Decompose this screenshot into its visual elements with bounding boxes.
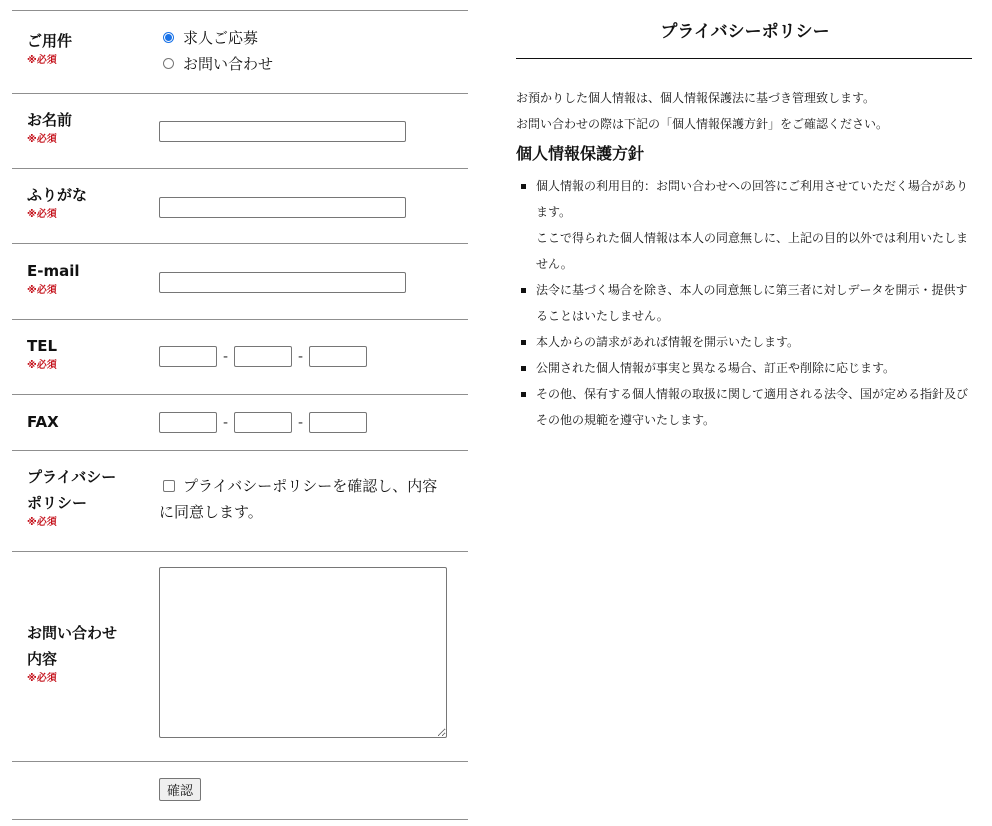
email-input[interactable]: [159, 272, 406, 293]
message-label-line1: お問い合わせ: [27, 624, 118, 642]
radio-option-label: お問い合わせ: [183, 54, 274, 73]
tel-input-3[interactable]: [309, 346, 367, 367]
policy-heading: 個人情報保護方針: [516, 144, 645, 163]
required-mark: ※必須: [27, 55, 57, 66]
name-label: お名前: [27, 111, 73, 129]
furigana-label-block: [27, 182, 87, 222]
bullet-icon: [521, 340, 526, 345]
email-label-block: [27, 258, 80, 298]
privacy-label-block: [27, 464, 116, 530]
furigana-label: ふりがな: [27, 186, 88, 204]
email-field-wrap: [159, 271, 406, 293]
policy-item-text: 本人からの請求があれば情報を開示いたします。: [536, 335, 800, 349]
policy-intro-2: お問い合わせの際は下記の「個人情報保護方針」をご確認ください。: [516, 117, 889, 131]
policy-list-item: [516, 355, 972, 381]
furigana-field-wrap: [159, 196, 406, 218]
privacy-consent[interactable]: [159, 473, 439, 525]
form-row-name: [12, 94, 468, 169]
furigana-input[interactable]: [159, 197, 406, 218]
fax-separator: -: [222, 414, 229, 431]
policy-list-item: [516, 381, 972, 433]
fax-input-1[interactable]: [159, 412, 217, 433]
policy-item-text: その他、保有する個人情報の取扱に関して適用される法令、国が定める指針及びその他の規範を遵守いたします。: [536, 387, 969, 427]
privacy-label-line2: ポリシー: [27, 494, 88, 512]
policy-list-item: [516, 329, 972, 355]
radio-option-label: 求人ご応募: [183, 28, 259, 47]
message-textarea[interactable]: [159, 567, 447, 738]
policy-item-text: 法令に基づく場合を除き、本人の同意無しに第三者に対しデータを開示・提供することはいたしません。: [536, 283, 968, 323]
form-row-inquiry-type: [12, 11, 468, 94]
policy-item-text: 個人情報の利用目的：お問い合わせへの回答にご利用させていただく場合があります。: [536, 179, 969, 219]
policy-list: [516, 173, 972, 433]
required-mark: ※必須: [27, 285, 57, 296]
bullet-icon: [521, 288, 526, 293]
radio-button-selected[interactable]: [163, 32, 174, 43]
required-mark: ※必須: [27, 673, 57, 684]
email-label: E-mail: [27, 262, 80, 280]
radio-option-inquiry[interactable]: [159, 50, 273, 76]
privacy-consent-checkbox[interactable]: [163, 480, 175, 492]
fax-field-group: [159, 412, 367, 433]
confirm-button-wrap: [159, 778, 201, 801]
tel-separator: -: [222, 348, 229, 365]
required-mark: ※必須: [27, 134, 57, 145]
radio-option-job-application[interactable]: [159, 24, 273, 50]
required-mark: ※必須: [27, 360, 57, 371]
policy-item-text: ここで得られた個人情報は本人の同意無しに、上記の目的以外では利用いたしません。: [536, 231, 969, 271]
fax-label: FAX: [27, 413, 59, 431]
bullet-icon: [521, 392, 526, 397]
policy-list-item: [516, 277, 972, 329]
contact-form: [12, 10, 468, 820]
message-field-wrap: [159, 567, 447, 742]
required-mark: ※必須: [27, 517, 57, 528]
policy-title: プライバシーポリシー: [516, 0, 972, 59]
radio-button[interactable]: [163, 58, 174, 69]
name-label-block: [27, 107, 72, 147]
fax-input-2[interactable]: [234, 412, 292, 433]
confirm-button[interactable]: 確認: [159, 778, 201, 801]
form-row-furigana: [12, 169, 468, 244]
form-row-privacy: [12, 451, 468, 552]
tel-separator: -: [297, 348, 304, 365]
form-row-fax: [12, 395, 468, 451]
form-row-message: [12, 552, 468, 762]
message-label-line2: 内容: [27, 650, 58, 668]
form-row-email: [12, 244, 468, 320]
privacy-label-line1: プライバシー: [27, 468, 117, 486]
required-mark: ※必須: [27, 209, 57, 220]
bullet-icon: [521, 184, 526, 189]
privacy-consent-text: プライバシーポリシーを確認し、内容に同意します。: [159, 477, 438, 521]
tel-label-block: [27, 333, 57, 373]
name-field-wrap: [159, 120, 406, 142]
policy-list-item: [516, 173, 972, 277]
bullet-icon: [521, 366, 526, 371]
inquiry-type-label-block: [27, 28, 72, 68]
policy-intro-1: お預かりした個人情報は、個人情報保護法に基づき管理致します。: [516, 91, 876, 105]
policy-item-text: 公開された個人情報が事実と異なる場合、訂正や削除に応じます。: [536, 361, 896, 375]
tel-label: TEL: [27, 337, 58, 355]
inquiry-type-radio-group: [159, 24, 273, 76]
inquiry-type-label: ご用件: [27, 32, 73, 50]
privacy-policy-panel: [516, 0, 972, 433]
tel-field-group: [159, 346, 367, 367]
tel-input-2[interactable]: [234, 346, 292, 367]
fax-label-block: [27, 409, 59, 435]
fax-input-3[interactable]: [309, 412, 367, 433]
form-row-tel: [12, 320, 468, 395]
fax-separator: -: [297, 414, 304, 431]
form-row-submit: [12, 762, 468, 820]
message-label-block: [27, 620, 117, 686]
name-input[interactable]: [159, 121, 406, 142]
tel-input-1[interactable]: [159, 346, 217, 367]
